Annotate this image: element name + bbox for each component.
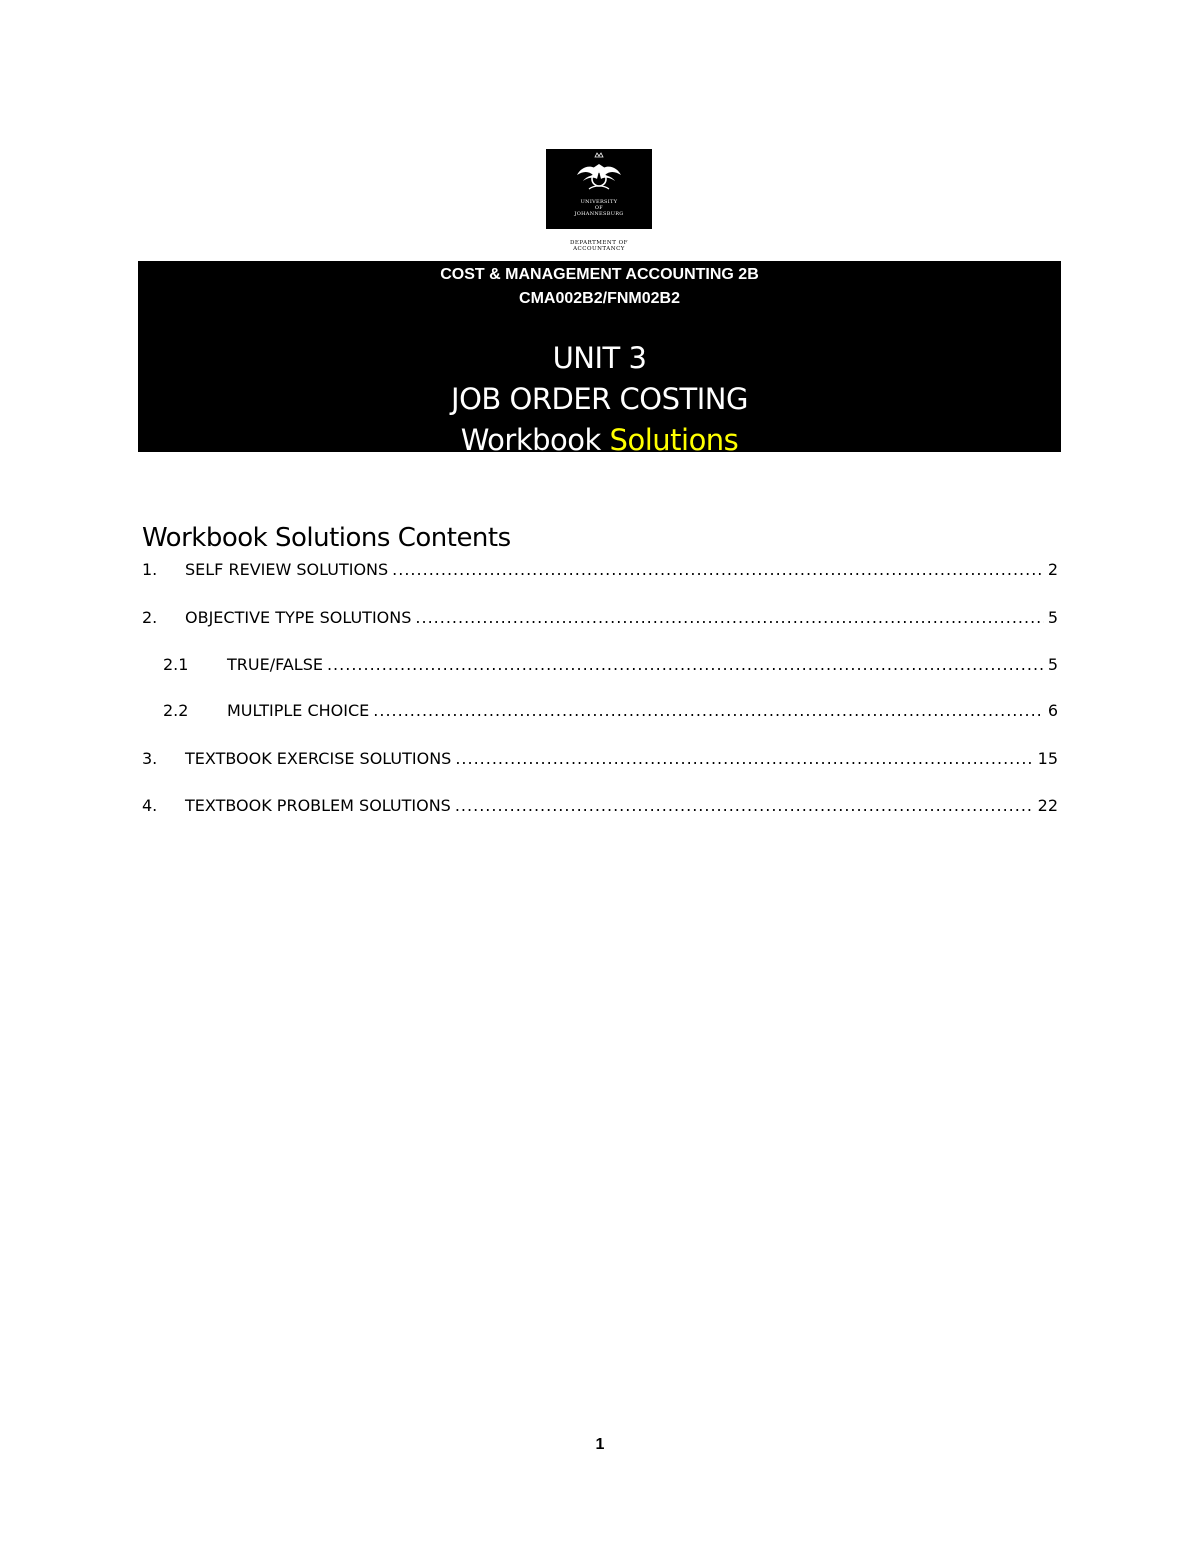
toc-entry-number: 4. xyxy=(142,796,158,815)
toc-entry-number: 3. xyxy=(142,749,158,768)
toc-entry[interactable] xyxy=(142,748,1058,770)
toc-entry[interactable] xyxy=(163,654,1058,676)
toc-leader-dots xyxy=(455,748,1033,770)
toc-entry[interactable] xyxy=(163,700,1058,722)
toc-entry-page: 5 xyxy=(1047,655,1058,674)
toc-entry-label: TRUE/FALSE xyxy=(227,655,323,674)
logo-text-line2: OF xyxy=(594,205,604,211)
toc-entry-number: 2.1 xyxy=(163,655,189,674)
department-label xyxy=(540,240,658,252)
toc-entry-page: 22 xyxy=(1037,796,1058,815)
toc-entry[interactable] xyxy=(142,795,1058,817)
toc-entry-number: 2. xyxy=(142,608,158,627)
logo-text-line1: UNIVERSITY xyxy=(580,199,618,205)
toc-entry-number: 1. xyxy=(142,560,158,579)
toc-leader-dots xyxy=(327,654,1044,676)
toc-entry-label: OBJECTIVE TYPE SOLUTIONS xyxy=(185,608,412,627)
toc-entry-page: 6 xyxy=(1047,701,1058,720)
toc-entry-label: TEXTBOOK EXERCISE SOLUTIONS xyxy=(185,749,452,768)
toc-leader-dots xyxy=(415,607,1043,629)
department-line2: ACCOUNTANCY xyxy=(573,246,625,252)
subtitle-solutions: Solutions xyxy=(609,423,739,457)
toc-entry-page: 5 xyxy=(1047,608,1058,627)
toc-heading: Workbook Solutions Contents xyxy=(142,523,511,553)
toc-leader-dots xyxy=(373,700,1044,722)
logo-text-line3: JOHANNESBURG xyxy=(574,211,624,217)
toc-entry[interactable] xyxy=(142,607,1058,629)
unit-topic: JOB ORDER COSTING xyxy=(451,382,748,416)
title-banner xyxy=(138,261,1061,457)
department-line1: DEPARTMENT OF xyxy=(569,240,628,246)
page-number: 1 xyxy=(595,1436,605,1453)
toc-entry-label: TEXTBOOK PROBLEM SOLUTIONS xyxy=(185,796,451,815)
toc-entry-label: SELF REVIEW SOLUTIONS xyxy=(185,560,389,579)
toc-entry[interactable] xyxy=(142,559,1058,581)
toc-leader-dots xyxy=(455,795,1034,817)
banner-subtitle xyxy=(138,420,1061,461)
subtitle-workbook: Workbook xyxy=(460,423,601,457)
toc-entry-number: 2.2 xyxy=(163,701,189,720)
toc-leader-dots xyxy=(392,559,1044,581)
course-title: COST & MANAGEMENT ACCOUNTING 2B xyxy=(440,266,759,283)
crest-icon xyxy=(559,149,639,199)
toc-entry-label: MULTIPLE CHOICE xyxy=(227,701,370,720)
toc-entry-page: 15 xyxy=(1037,749,1058,768)
toc-entry-page: 2 xyxy=(1047,560,1058,579)
university-logo xyxy=(546,149,652,229)
course-code: CMA002B2/FNM02B2 xyxy=(519,290,680,307)
unit-number: UNIT 3 xyxy=(552,341,647,375)
